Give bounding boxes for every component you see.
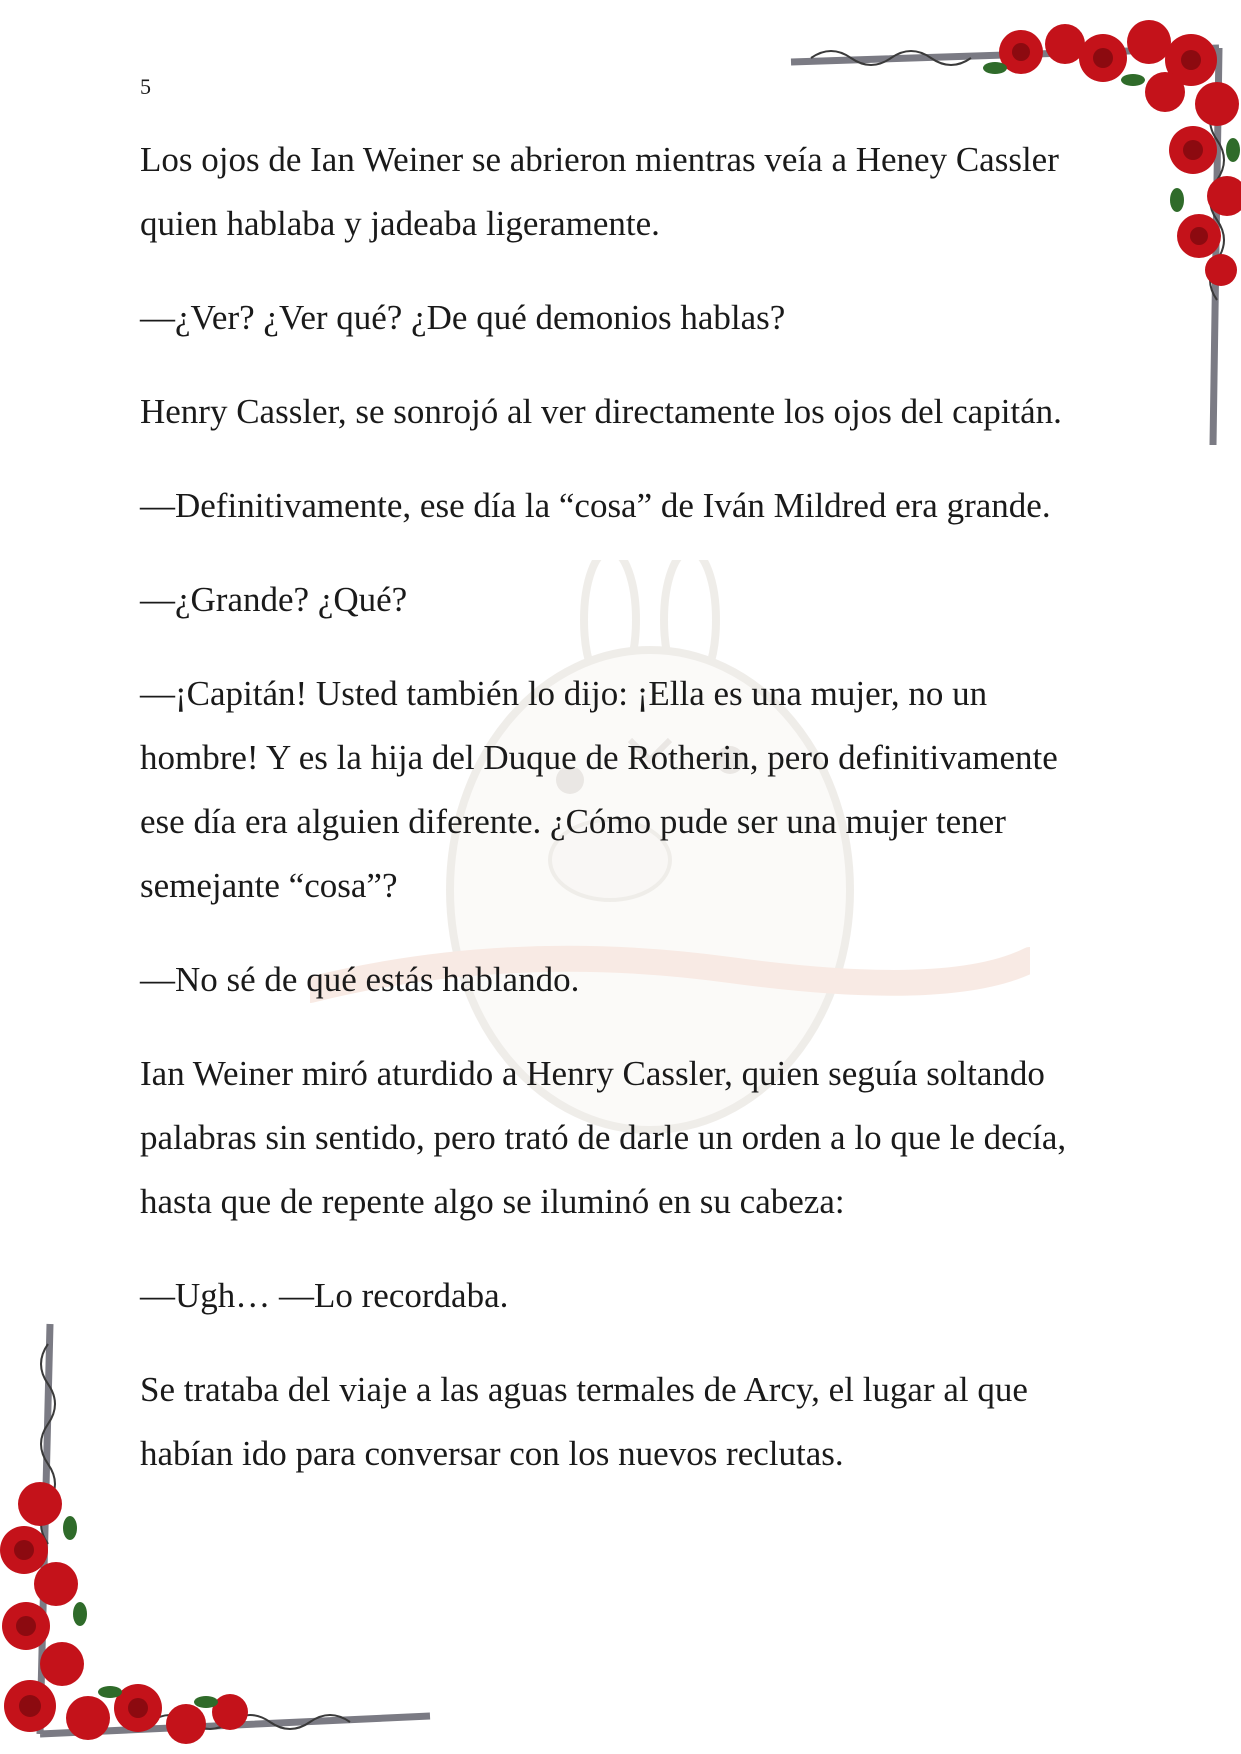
paragraph: —No sé de qué estás hablando.: [140, 960, 580, 999]
paragraph: Los ojos de Ian Weiner se abrieron mientras veía a Heney Cassler quien hablaba y jadeaba ligeramente.: [140, 140, 1059, 243]
paragraph: —Definitivamente, ese día la “cosa” de Iván Mildred era grande.: [140, 486, 1051, 525]
paragraph: —¿Ver? ¿Ver qué? ¿De qué demonios hablas?: [140, 298, 786, 337]
paragraph: —Ugh… —Lo recordaba.: [140, 1276, 509, 1315]
paragraph: Henry Cassler, se sonrojó al ver directamente los ojos del capitán.: [140, 392, 1062, 431]
paragraph: Se trataba del viaje a las aguas termales de Arcy, el lugar al que habían ido para conversar con los nuevos reclutas.: [140, 1370, 1028, 1473]
body-text: [140, 128, 1100, 1516]
paragraph: —¡Capitán! Usted también lo dijo: ¡Ella es una mujer, no un hombre! Y es la hija del Duque de Rotherin, pero definitivamente ese día era alguien diferente. ¿Cómo pude ser una mujer tener semejante “cosa”?: [140, 674, 1058, 905]
paragraph: Ian Weiner miró aturdido a Henry Cassler, quien seguía soltando palabras sin sentido, pero trató de darle un orden a lo que le decía, hasta que de repente algo se iluminó en su cabeza:: [140, 1054, 1067, 1221]
page-number: 5: [140, 74, 151, 99]
paragraph: —¿Grande? ¿Qué?: [140, 580, 408, 619]
